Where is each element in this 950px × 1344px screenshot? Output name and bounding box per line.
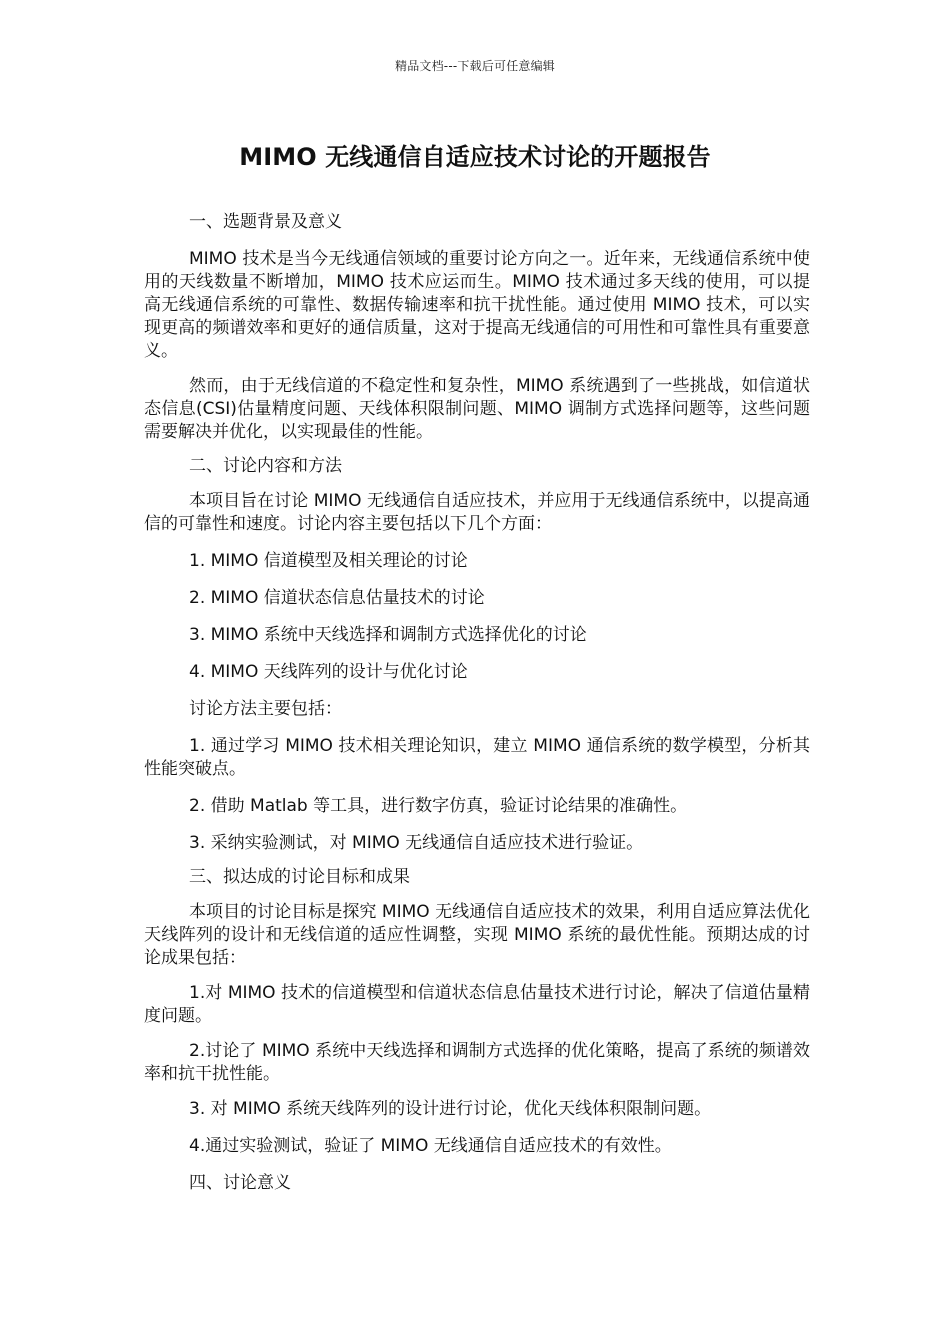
section-heading-2: 二、讨论内容和方法: [189, 456, 342, 476]
list-item-result-4: 4.通过实验测试，验证了 MIMO 无线通信自适应技术的有效性。: [189, 1136, 672, 1156]
section-heading-4: 四、讨论意义: [189, 1173, 291, 1193]
list-item-content-2: 2. MIMO 信道状态信息估量技术的讨论: [189, 588, 485, 608]
document-title: MIMO 无线通信自适应技术讨论的开题报告: [239, 143, 711, 171]
paragraph-goals-intro: 本项目的讨论目标是探究 MIMO 无线通信自适应技术的效果，利用自适应算法优化天线阵列的设计和无线信道的适应性调整，实现 MIMO 系统的最优性能。预期达成的讨论成果包括：: [144, 902, 810, 968]
list-item-method-2: 2. 借助 Matlab 等工具，进行数字仿真，验证讨论结果的准确性。: [189, 796, 688, 816]
document-body: [144, 211, 810, 1195]
paragraph-challenges: 然而，由于无线信道的不稳定性和复杂性，MIMO 系统遇到了一些挑战，如信道状态信息(CSI)估量精度问题、天线体积限制问题、MIMO 调制方式选择问题等，这些问题需要解决并优化，以实现最佳的性能。: [144, 376, 810, 442]
list-item-method-3: 3. 采纳实验测试，对 MIMO 无线通信自适应技术进行验证。: [189, 833, 644, 853]
list-item-content-3: 3. MIMO 系统中天线选择和调制方式选择优化的讨论: [189, 625, 587, 645]
section-heading-1: 一、选题背景及意义: [189, 212, 342, 232]
list-item-content-1: 1. MIMO 信道模型及相关理论的讨论: [189, 551, 468, 571]
methods-heading: 讨论方法主要包括：: [189, 699, 342, 719]
section-heading-3: 三、拟达成的讨论目标和成果: [189, 867, 410, 887]
list-item-result-2: 2.讨论了 MIMO 系统中天线选择和调制方式选择的优化策略，提高了系统的频谱效率和抗干扰性能。: [144, 1041, 810, 1084]
list-item-result-3: 3. 对 MIMO 系统天线阵列的设计进行讨论，优化天线体积限制问题。: [189, 1099, 712, 1119]
list-item-method-1: 1. 通过学习 MIMO 技术相关理论知识，建立 MIMO 通信系统的数学模型，分析其性能突破点。: [144, 736, 810, 779]
header-watermark: 精品文档---下载后可任意编辑: [395, 59, 555, 73]
list-item-content-4: 4. MIMO 天线阵列的设计与优化讨论: [189, 662, 468, 682]
list-item-result-1: 1.对 MIMO 技术的信道模型和信道状态信息估量技术进行讨论，解决了信道估量精度问题。: [144, 983, 810, 1026]
paragraph-research-intro: 本项目旨在讨论 MIMO 无线通信自适应技术，并应用于无线通信系统中，以提高通信的可靠性和速度。讨论内容主要包括以下几个方面：: [144, 491, 810, 534]
paragraph-background: MIMO 技术是当今无线通信领域的重要讨论方向之一。近年来，无线通信系统中使用的天线数量不断增加，MIMO 技术应运而生。MIMO 技术通过多天线的使用，可以提高无线通信系统的可靠性、数据传输速率和抗干扰性能。通过使用 MIMO 技术，可以实现更高的频谱效率和更好的通信质量，这对于提高无线通信的可用性和可靠性具有重要意义。: [144, 249, 810, 361]
